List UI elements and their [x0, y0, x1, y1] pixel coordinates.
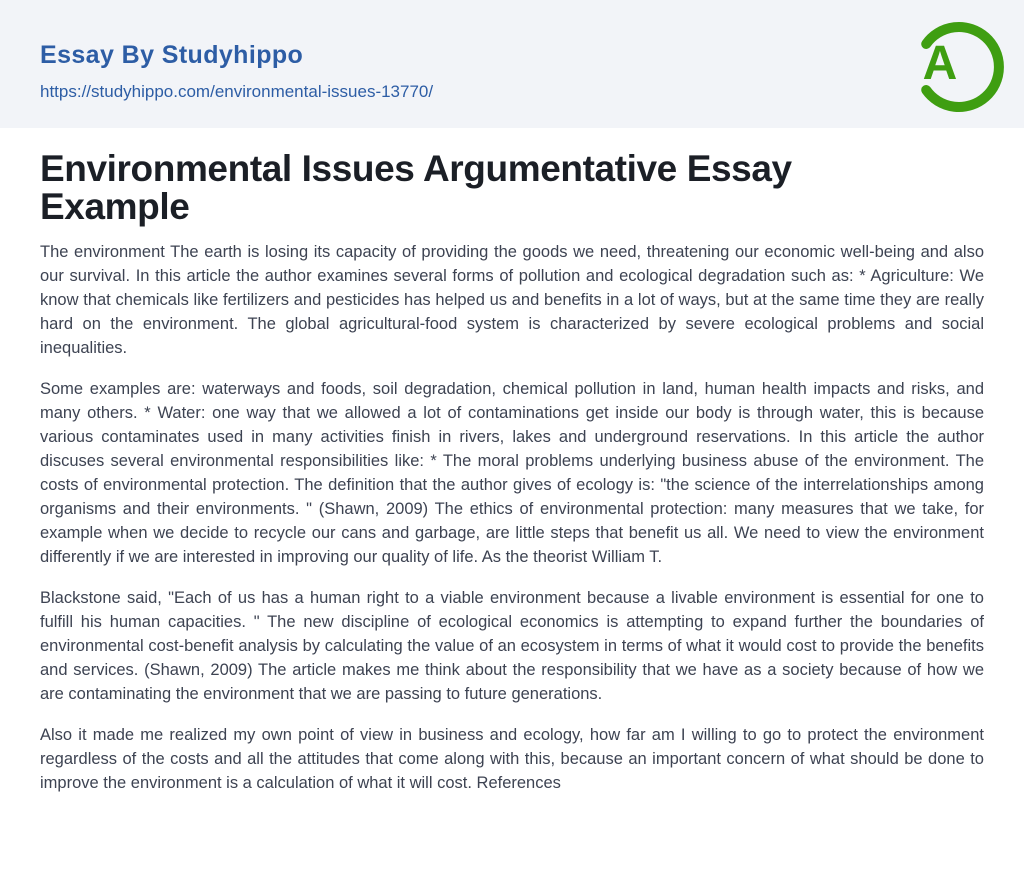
essay-paragraph: Some examples are: waterways and foods, soil degradation, chemical pollution in land, human health impacts and risks, and many others. * Water: one way that we allowed a lot of contaminations get inside our body is through water, this is because various contaminates used in many activities finish in rivers, lakes and underground reservations. In this article the author discuses several environmental responsibilities like: * The moral problems underlying business abuse of the environment. The costs of environmental protection. The definition that the author gives of ecology is: "the science of the interrelationships among organisms and their environments. " (Shawn, 2009) The ethics of environmental protection: many measures that we take, for example when we decide to recycle our cans and garbage, are little steps that benefit us all. We need to view the environment differently if we are interested in improving our quality of life. As the theorist William T.	[40, 380, 984, 566]
studyhippo-logo-icon	[913, 21, 1005, 113]
page-header	[0, 0, 1024, 128]
essay-content	[0, 150, 1024, 795]
site-title: Essay By Studyhippo	[40, 41, 304, 69]
page-url-link[interactable]: https://studyhippo.com/environmental-issues-13770/	[40, 82, 434, 101]
logo-letter: A	[922, 37, 958, 90]
essay-paragraph: Blackstone said, "Each of us has a human right to a viable environment because a livable environment is essential for one to fulfill his human capacities. " The new discipline of ecological economics is attempting to expand further the boundaries of environmental cost-benefit analysis by calculating the value of an ecosystem in terms of what it would cost to provide the benefits and services. (Shawn, 2009) The article makes me think about the responsibility that we have as a society because of how we are contaminating the environment that we are passing to future generations.	[40, 589, 984, 703]
essay-paragraph: The environment The earth is losing its capacity of providing the goods we need, threatening our economic well-being and also our survival. In this article the author examines several forms of pollution and ecological degradation such as: * Agriculture: We know that chemicals like fertilizers and pesticides has helped us and benefits in a lot of ways, but at the same time they are really hard on the environment. The global agricultural-food system is characterized by severe ecological problems and social inequalities.	[40, 243, 984, 357]
essay-paragraph: Also it made me realized my own point of view in business and ecology, how far am I willing to go to protect the environment regardless of the costs and all the attitudes that come along with this, because an important concern of what should be done to improve the environment is a calculation of what it will cost. References	[40, 726, 984, 792]
essay-title: Environmental Issues Argumentative Essay Example	[40, 148, 792, 227]
